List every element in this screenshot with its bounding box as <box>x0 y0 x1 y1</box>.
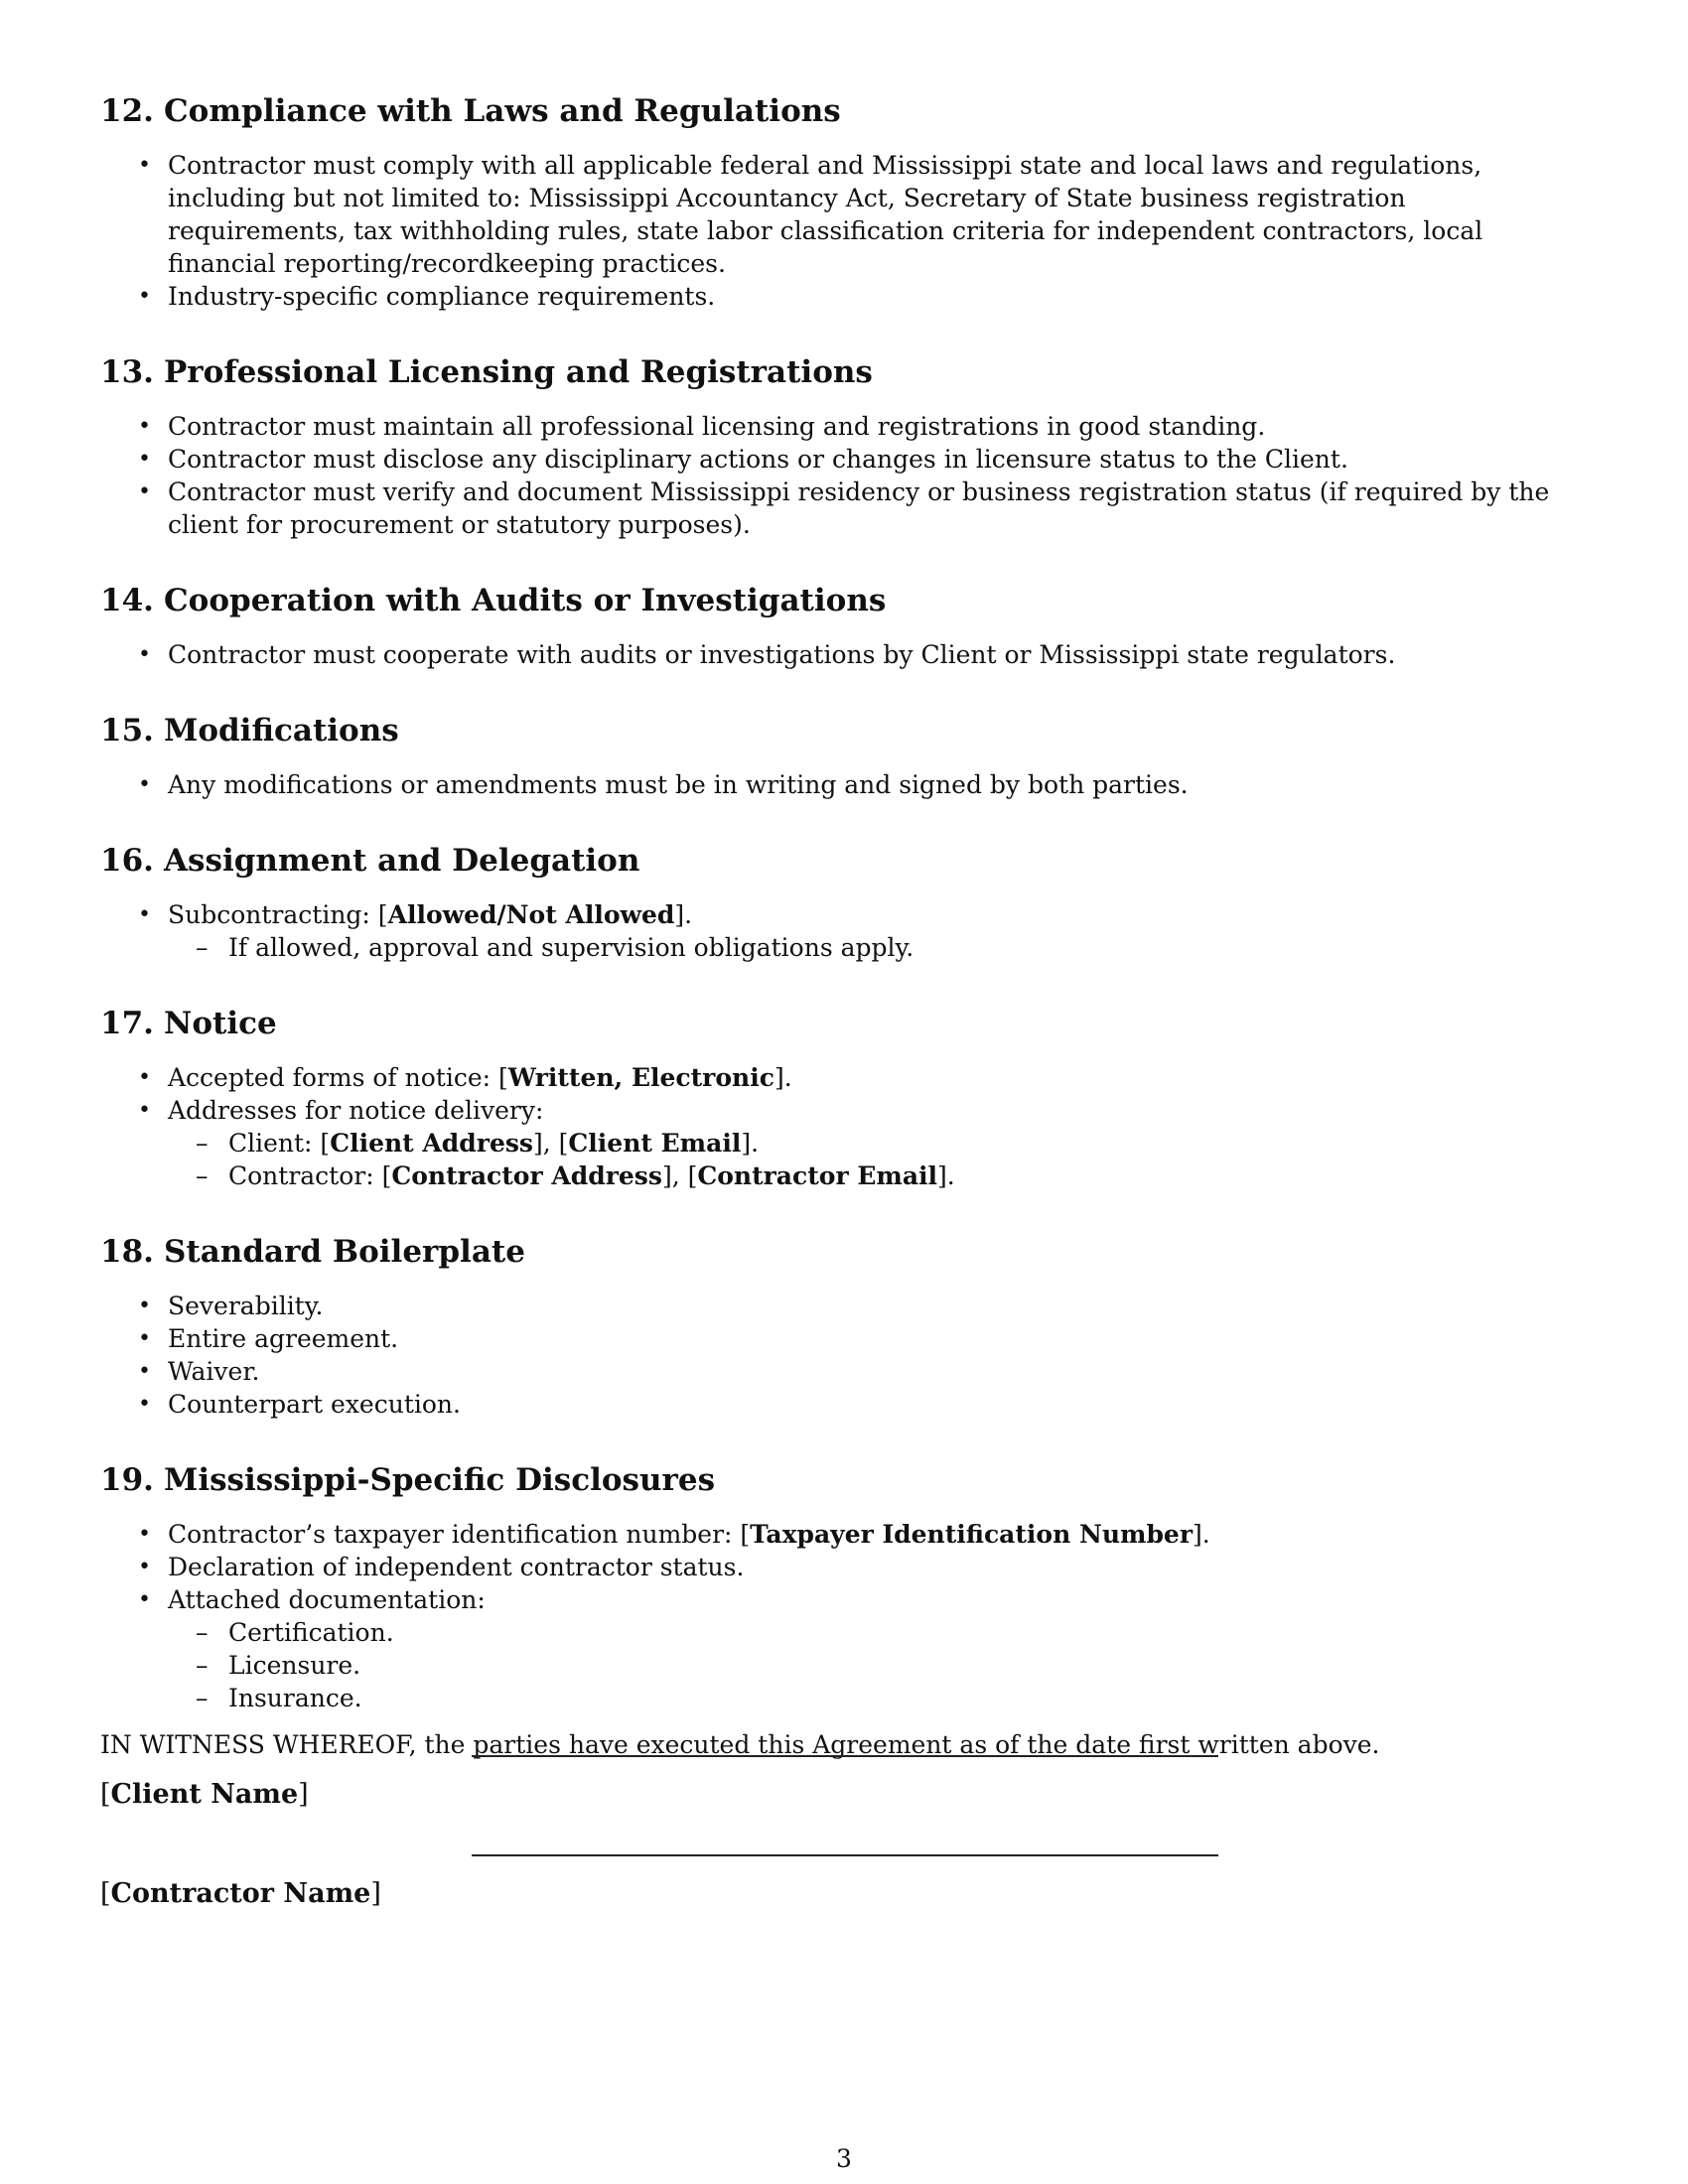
list-item: • Subcontracting: [Allowed/Not Allowed]. – If allowed, approval and supervision obligations apply. <box>100 898 1587 964</box>
witness-clause: IN WITNESS WHEREOF, the parties have executed this Agreement as of the date first written above. <box>100 1730 1380 1759</box>
contractor-signature-line <box>472 1854 1218 1856</box>
placeholder-field: Taxpayer Identification Number <box>750 1520 1194 1549</box>
client-name-label: [Client Name] <box>100 1779 309 1810</box>
placeholder-field: Contractor Email <box>697 1161 938 1190</box>
section-heading: 16. Assignment and Delegation <box>100 843 640 879</box>
section-spacer <box>100 671 1587 711</box>
section-heading: 18. Standard Boilerplate <box>100 1234 525 1270</box>
section-heading: 19. Mississippi-Specific Disclosures <box>100 1462 716 1498</box>
section-spacer <box>100 1192 1587 1232</box>
sub-list-item: – If allowed, approval and supervision obligations apply. <box>168 931 1587 964</box>
section-17 <box>100 1004 1587 1192</box>
bullet-list <box>100 410 1587 541</box>
placeholder-field: Contractor Address <box>391 1161 662 1190</box>
section-18 <box>100 1232 1587 1421</box>
section-15 <box>100 711 1587 801</box>
sub-list <box>168 1616 1587 1714</box>
list-item: • Contractor must disclose any disciplinary actions or changes in licensure status to the Client. <box>100 443 1587 476</box>
list-item: • Contractor must maintain all professional licensing and registrations in good standing. <box>100 410 1587 443</box>
list-item: • Declaration of independent contractor status. <box>100 1551 1587 1583</box>
list-item: • Addresses for notice delivery: – Client: [Client Address], [Client Email]. – Contractor: [Contractor Address], [Contractor Email]. <box>100 1094 1587 1192</box>
section-spacer <box>100 541 1587 581</box>
list-item: • Contractor must verify and document Mississippi residency or business registration status (if required by the client for procurement or statutory purposes). <box>100 476 1587 541</box>
section-14 <box>100 581 1587 671</box>
section-12 <box>100 91 1587 313</box>
section-spacer <box>100 801 1587 841</box>
page-number: 3 <box>836 2144 852 2173</box>
list-item: • Contractor’s taxpayer identification number: [Taxpayer Identification Number]. <box>100 1518 1587 1551</box>
sub-list-item: – Insurance. <box>168 1682 1587 1714</box>
document-page <box>100 91 1587 1761</box>
bullet-list <box>100 638 1587 671</box>
section-heading: 13. Professional Licensing and Registrations <box>100 354 873 390</box>
sub-list-item: – Contractor: [Contractor Address], [Contractor Email]. <box>168 1160 1587 1192</box>
sub-list <box>168 1127 1587 1192</box>
placeholder-field: Written, Electronic <box>507 1063 774 1092</box>
list-item: • Entire agreement. <box>100 1322 1587 1355</box>
list-item: • Counterpart execution. <box>100 1388 1587 1421</box>
sub-list-item: – Client: [Client Address], [Client Email]. <box>168 1127 1587 1160</box>
list-item: • Contractor must cooperate with audits or investigations by Client or Mississippi state regulators. <box>100 638 1587 671</box>
list-item: • Industry-specific compliance requirements. <box>100 280 1587 313</box>
section-heading: 17. Notice <box>100 1006 277 1041</box>
section-heading: 12. Compliance with Laws and Regulations <box>100 93 841 129</box>
client-signature-line <box>472 1755 1218 1757</box>
sub-list <box>168 931 1587 964</box>
section-16 <box>100 841 1587 964</box>
bullet-list <box>100 1061 1587 1192</box>
section-spacer <box>100 1421 1587 1460</box>
section-19 <box>100 1460 1587 1714</box>
list-item: • Any modifications or amendments must be in writing and signed by both parties. <box>100 768 1587 801</box>
placeholder-field: Client Email <box>568 1129 742 1158</box>
list-item: • Waiver. <box>100 1355 1587 1388</box>
sub-list-item: – Licensure. <box>168 1649 1587 1682</box>
bullet-list <box>100 149 1587 313</box>
bullet-list <box>100 1518 1587 1714</box>
contractor-name-label: [Contractor Name] <box>100 1878 381 1909</box>
bullet-list <box>100 898 1587 964</box>
section-spacer <box>100 964 1587 1004</box>
bullet-list <box>100 1290 1587 1421</box>
section-heading: 15. Modifications <box>100 713 399 749</box>
bullet-list <box>100 768 1587 801</box>
placeholder-field: Allowed/Not Allowed <box>387 900 675 929</box>
list-item: • Contractor must comply with all applicable federal and Mississippi state and local laws and regulations, including but not limited to: Mississippi Accountancy Act, Secretary of State business registration requirements, tax withholding rules, state labor classification criteria for independent contractors, local financial reporting/recordkeeping practices. <box>100 149 1587 280</box>
sub-list-item: – Certification. <box>168 1616 1587 1649</box>
section-heading: 14. Cooperation with Audits or Investigations <box>100 583 887 618</box>
section-spacer <box>100 313 1587 352</box>
section-13 <box>100 352 1587 541</box>
list-item: • Accepted forms of notice: [Written, Electronic]. <box>100 1061 1587 1094</box>
placeholder-field: Client Address <box>330 1129 533 1158</box>
list-item: • Severability. <box>100 1290 1587 1322</box>
list-item: • Attached documentation: – Certification. – Licensure. – Insurance. <box>100 1583 1587 1714</box>
